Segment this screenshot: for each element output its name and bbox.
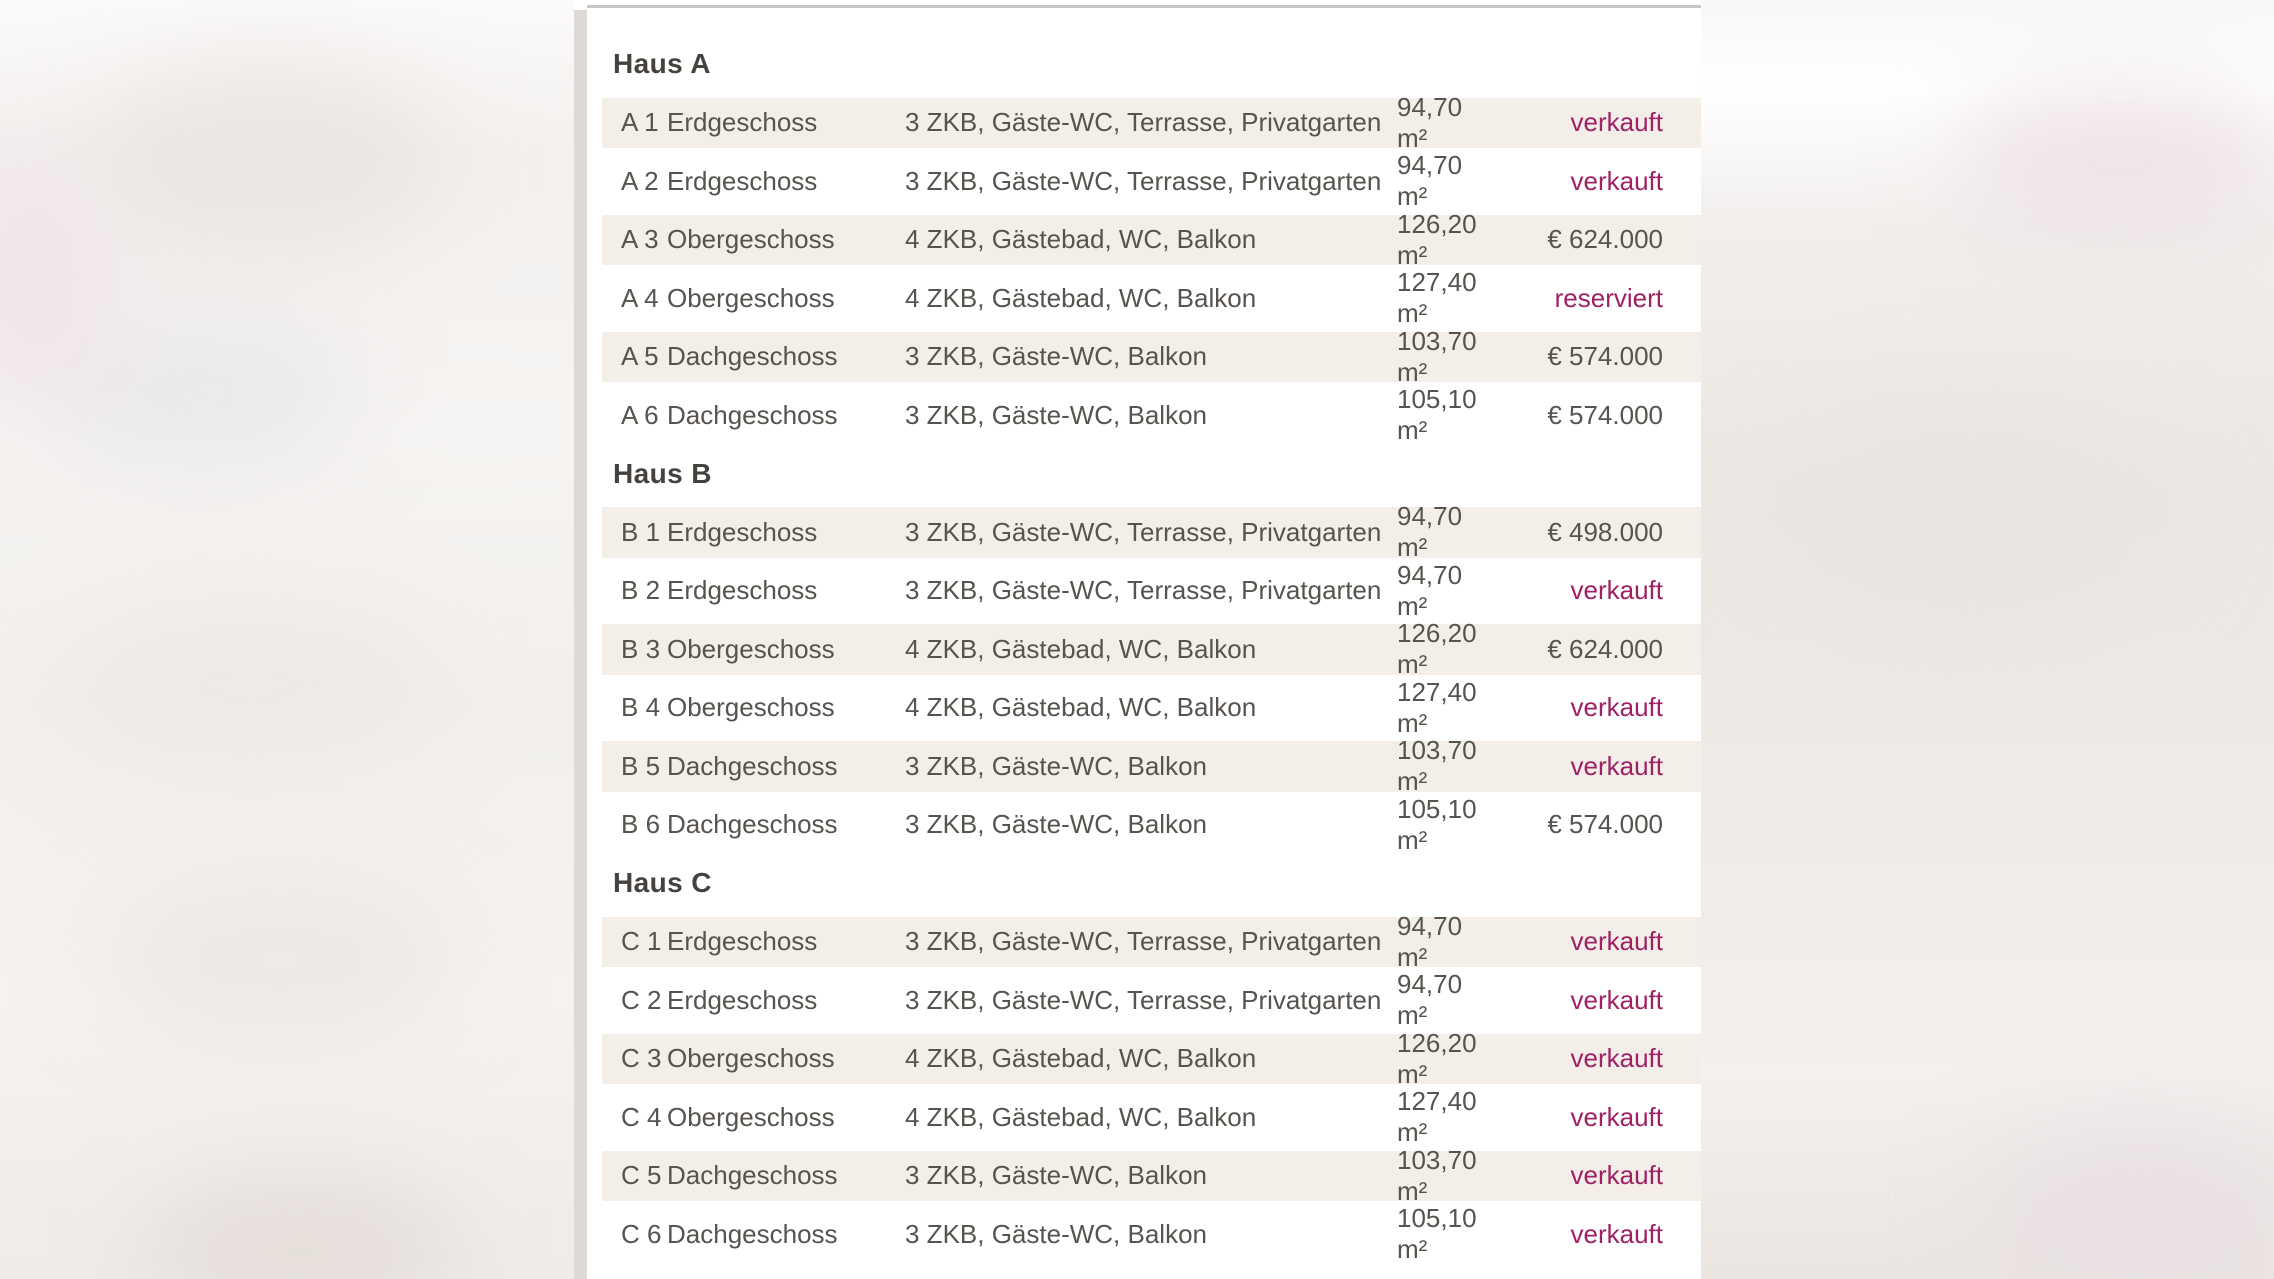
background-blob <box>100 880 460 1040</box>
unit-floor: Erdgeschoss <box>667 516 818 547</box>
unit-price-or-status: € 574.000 <box>1547 399 1663 430</box>
unit-row <box>602 91 1701 153</box>
house-section-title: Haus B <box>613 457 712 489</box>
unit-row <box>602 1205 1701 1264</box>
unit-features: 3 ZKB, Gäste-WC, Balkon <box>905 750 1207 781</box>
unit-price-or-status: verkauft <box>1570 575 1663 606</box>
unit-features: 3 ZKB, Gäste-WC, Terrasse, Privatgarten <box>905 516 1382 547</box>
unit-features: 3 ZKB, Gäste-WC, Terrasse, Privatgarten <box>905 984 1382 1015</box>
unit-price-or-status: € 574.000 <box>1547 341 1663 372</box>
unit-floor: Erdgeschoss <box>667 107 818 138</box>
unit-floor: Dachgeschoss <box>667 1218 838 1249</box>
house-section-title: Haus A <box>613 48 711 80</box>
unit-floor: Erdgeschoss <box>667 575 818 606</box>
unit-floor: Erdgeschoss <box>667 165 818 196</box>
unit-number: C 2 <box>621 984 662 1015</box>
house-section <box>602 35 1701 445</box>
unit-features: 3 ZKB, Gäste-WC, Balkon <box>905 1218 1207 1249</box>
panel-left-strip <box>574 10 587 1279</box>
unit-number: B 4 <box>621 692 661 723</box>
unit-floor: Obergeschoss <box>667 1043 835 1074</box>
unit-features: 4 ZKB, Gästebad, WC, Balkon <box>905 1101 1257 1132</box>
unit-price-or-status: € 624.000 <box>1547 633 1663 664</box>
unit-number: C 1 <box>621 926 662 957</box>
unit-number: A 2 <box>621 165 659 196</box>
unit-number: A 4 <box>621 282 659 313</box>
unit-area: 103,70 m² <box>1397 735 1477 797</box>
unit-area: 94,70 m² <box>1397 969 1463 1031</box>
unit-number: B 2 <box>621 575 661 606</box>
unit-floor: Dachgeschoss <box>667 399 838 430</box>
house-section-title: Haus C <box>613 867 712 899</box>
unit-number: A 5 <box>621 341 659 372</box>
unit-features: 3 ZKB, Gäste-WC, Balkon <box>905 341 1207 372</box>
unit-features: 3 ZKB, Gäste-WC, Balkon <box>905 1160 1207 1191</box>
unit-number: B 3 <box>621 633 661 664</box>
unit-floor: Erdgeschoss <box>667 984 818 1015</box>
unit-area: 126,20 m² <box>1397 618 1477 680</box>
background-blob <box>60 600 440 770</box>
unit-number: A 3 <box>621 224 659 255</box>
unit-number: C 5 <box>621 1160 662 1191</box>
unit-area: 105,10 m² <box>1397 793 1477 855</box>
unit-row <box>602 503 1701 562</box>
unit-price-or-status: verkauft <box>1570 1160 1663 1191</box>
unit-price-or-status: verkauft <box>1570 984 1663 1015</box>
unit-features: 3 ZKB, Gäste-WC, Terrasse, Privatgarten <box>905 926 1382 957</box>
unit-row <box>602 676 1701 738</box>
unit-price-or-status: verkauft <box>1570 926 1663 957</box>
unit-price-or-status: verkauft <box>1570 692 1663 723</box>
unit-price-or-status: € 574.000 <box>1547 809 1663 840</box>
unit-floor: Dachgeschoss <box>667 341 838 372</box>
unit-floor: Dachgeschoss <box>667 750 838 781</box>
unit-price-or-status: verkauft <box>1570 1218 1663 1249</box>
unit-row <box>602 386 1701 445</box>
unit-floor: Dachgeschoss <box>667 1160 838 1191</box>
unit-row <box>602 269 1701 328</box>
unit-area: 127,40 m² <box>1397 1086 1477 1148</box>
unit-features: 3 ZKB, Gäste-WC, Balkon <box>905 399 1207 430</box>
unit-area: 126,20 m² <box>1397 1027 1477 1089</box>
unit-price-or-status: reserviert <box>1554 282 1663 313</box>
background-blob <box>1950 80 2274 240</box>
unit-area: 126,20 m² <box>1397 208 1477 270</box>
unit-features: 3 ZKB, Gäste-WC, Terrasse, Privatgarten <box>905 107 1382 138</box>
unit-price-or-status: verkauft <box>1570 1043 1663 1074</box>
unit-number: C 3 <box>621 1043 662 1074</box>
unit-area: 94,70 m² <box>1397 559 1463 621</box>
unit-area: 103,70 m² <box>1397 325 1477 387</box>
unit-floor: Obergeschoss <box>667 224 835 255</box>
unit-number: B 6 <box>621 809 661 840</box>
unit-row <box>602 152 1701 211</box>
unit-price-or-status: verkauft <box>1570 750 1663 781</box>
unit-number: B 1 <box>621 516 661 547</box>
unit-row <box>602 910 1701 972</box>
unit-features: 4 ZKB, Gästebad, WC, Balkon <box>905 282 1257 313</box>
unit-area: 94,70 m² <box>1397 501 1463 563</box>
unit-features: 3 ZKB, Gäste-WC, Terrasse, Privatgarten <box>905 165 1382 196</box>
unit-features: 4 ZKB, Gästebad, WC, Balkon <box>905 224 1257 255</box>
background-blob <box>90 60 450 260</box>
unit-area: 105,10 m² <box>1397 384 1477 446</box>
unit-number: B 5 <box>621 750 661 781</box>
unit-list <box>587 0 1701 1279</box>
unit-area: 103,70 m² <box>1397 1144 1477 1206</box>
unit-price-or-status: verkauft <box>1570 107 1663 138</box>
unit-row <box>602 208 1701 270</box>
unit-floor: Erdgeschoss <box>667 926 818 957</box>
unit-number: C 4 <box>621 1101 662 1132</box>
unit-area: 94,70 m² <box>1397 150 1463 212</box>
unit-price-or-status: verkauft <box>1570 1101 1663 1132</box>
unit-price-or-status: verkauft <box>1570 165 1663 196</box>
unit-price-or-status: € 498.000 <box>1547 516 1663 547</box>
unit-floor: Obergeschoss <box>667 1101 835 1132</box>
unit-floor: Obergeschoss <box>667 633 835 664</box>
unit-row <box>602 1027 1701 1089</box>
unit-row <box>602 1088 1701 1147</box>
unit-row <box>602 620 1701 679</box>
unit-floor: Obergeschoss <box>667 282 835 313</box>
unit-area: 94,70 m² <box>1397 91 1463 153</box>
unit-price-or-status: € 624.000 <box>1547 224 1663 255</box>
unit-area: 105,10 m² <box>1397 1203 1477 1265</box>
house-section <box>602 854 1701 1264</box>
unit-row <box>602 737 1701 796</box>
unit-floor: Dachgeschoss <box>667 809 838 840</box>
unit-features: 3 ZKB, Gäste-WC, Terrasse, Privatgarten <box>905 575 1382 606</box>
unit-features: 4 ZKB, Gästebad, WC, Balkon <box>905 633 1257 664</box>
unit-number: A 6 <box>621 399 659 430</box>
listing-panel <box>574 0 1701 1279</box>
unit-row <box>602 559 1701 621</box>
unit-features: 4 ZKB, Gästebad, WC, Balkon <box>905 1043 1257 1074</box>
background-blob <box>1760 400 2180 640</box>
unit-area: 127,40 m² <box>1397 267 1477 329</box>
unit-number: C 6 <box>621 1218 662 1249</box>
unit-area: 127,40 m² <box>1397 676 1477 738</box>
unit-row <box>602 1144 1701 1206</box>
unit-row <box>602 325 1701 387</box>
unit-area: 94,70 m² <box>1397 910 1463 972</box>
unit-features: 3 ZKB, Gäste-WC, Balkon <box>905 809 1207 840</box>
house-section <box>602 445 1701 855</box>
unit-features: 4 ZKB, Gästebad, WC, Balkon <box>905 692 1257 723</box>
unit-row <box>602 971 1701 1030</box>
unit-floor: Obergeschoss <box>667 692 835 723</box>
unit-number: A 1 <box>621 107 659 138</box>
unit-row <box>602 793 1701 855</box>
